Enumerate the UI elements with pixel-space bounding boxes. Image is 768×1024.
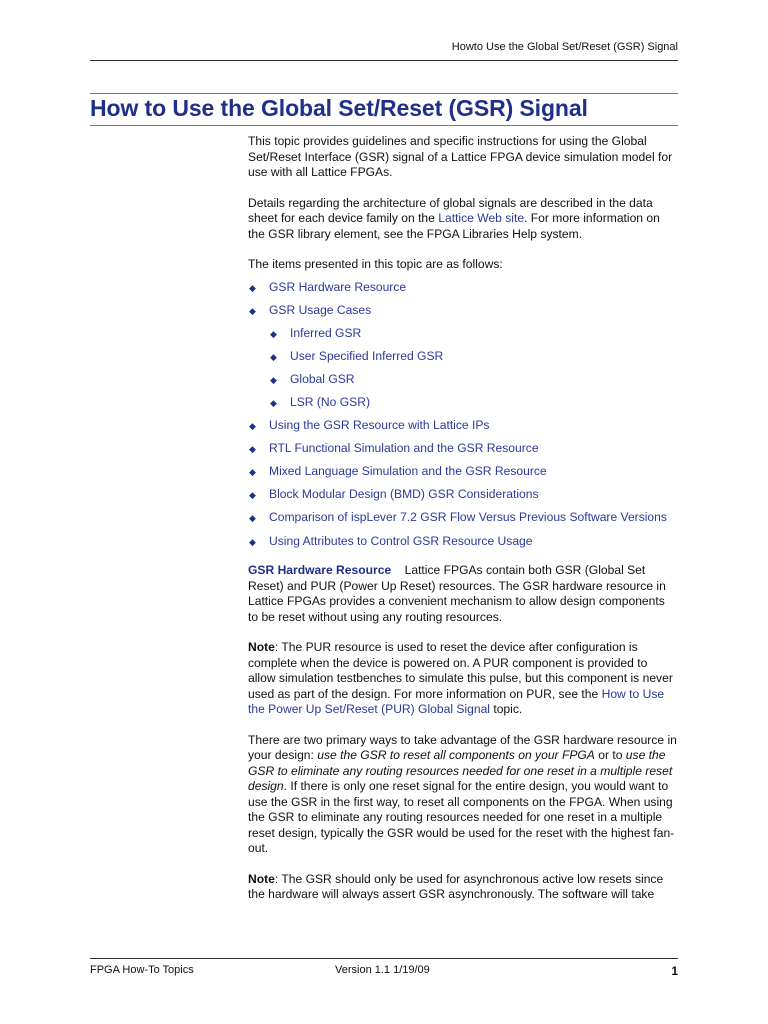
topic-item-list	[248, 280, 678, 550]
title-rule-top	[90, 93, 678, 94]
ways-text-2: or to	[594, 748, 626, 763]
diamond-bullet-icon: ◆	[270, 351, 277, 362]
ways-italic-1: use the GSR to reset all components on your FPGA	[317, 748, 595, 763]
hardware-text: Lattice FPGAs contain both GSR (Global Set Reset) and PUR (Power Up Reset) resources. The GSR hardware resource in Lattice FPGAs provides a convenient mechanism to allow design components to be reset without using any routing resources.	[248, 563, 666, 624]
ways-italic-2: use the GSR to eliminate any routing resources needed for one reset in a multiple reset design	[248, 748, 673, 794]
footer-rule	[90, 958, 678, 959]
item-link[interactable]: Block Modular Design (BMD) GSR Considerations	[269, 487, 539, 502]
item-link[interactable]: LSR (No GSR)	[290, 394, 370, 409]
diamond-bullet-icon: ◆	[270, 374, 277, 385]
item-link[interactable]: Using the GSR Resource with Lattice IPs	[269, 418, 490, 433]
details-paragraph	[248, 196, 678, 243]
page-number: 1	[671, 964, 678, 978]
note-text-after: topic.	[489, 702, 523, 717]
diamond-bullet-icon: ◆	[249, 536, 256, 547]
item-link[interactable]: Global GSR	[290, 371, 355, 386]
list-item[interactable]	[248, 280, 678, 296]
list-item[interactable]	[248, 464, 678, 480]
list-item[interactable]	[248, 441, 678, 457]
details-text-after: . For more information on the GSR library element, see the FPGA Libraries Help system.	[248, 211, 660, 241]
note-label: Note	[248, 640, 275, 655]
note-text: : The PUR resource is used to reset the device after configuration is complete when the device is powered on. A PUR component is provided to allow simulation testbenches to simulate this pulse, but this component is never used as part of the design. For more information on PUR, see the	[248, 640, 673, 701]
item-link[interactable]: User Specified Inferred GSR	[290, 348, 444, 363]
footer-version: Version 1.1 1/19/09	[335, 964, 430, 976]
item-link[interactable]: Mixed Language Simulation and the GSR Resource	[269, 464, 547, 479]
item-link[interactable]: Inferred GSR	[290, 325, 362, 340]
page-title: How to Use the Global Set/Reset (GSR) Signal	[90, 95, 588, 121]
item-link[interactable]: GSR Hardware Resource	[269, 279, 407, 294]
hardware-paragraph	[248, 563, 678, 625]
diamond-bullet-icon: ◆	[249, 513, 256, 524]
list-item[interactable]	[269, 395, 678, 411]
item-link[interactable]: RTL Functional Simulation and the GSR Resource	[269, 441, 539, 456]
diamond-bullet-icon: ◆	[249, 467, 256, 478]
list-item[interactable]	[248, 303, 678, 319]
pur-topic-link[interactable]: How to Use the Power Up Set/Reset (PUR) Global Signal	[248, 686, 665, 717]
item-link[interactable]: Comparison of ispLever 7.2 GSR Flow Versus Previous Software Versions	[269, 510, 667, 525]
diamond-bullet-icon: ◆	[270, 328, 277, 339]
list-item[interactable]	[248, 418, 678, 434]
running-header: Howto Use the Global Set/Reset (GSR) Signal	[451, 41, 678, 53]
diamond-bullet-icon: ◆	[249, 490, 256, 501]
header-rule	[90, 60, 678, 61]
hardware-heading: GSR Hardware Resource	[248, 563, 392, 578]
diamond-bullet-icon: ◆	[249, 305, 256, 316]
note-pur-paragraph	[248, 640, 678, 718]
title-rule-bottom	[90, 125, 678, 126]
item-link[interactable]: GSR Usage Cases	[269, 302, 372, 317]
note-label: Note	[248, 871, 275, 886]
list-item[interactable]	[248, 487, 678, 503]
diamond-bullet-icon: ◆	[270, 397, 277, 408]
diamond-bullet-icon: ◆	[249, 421, 256, 432]
note-gsr-paragraph	[248, 872, 678, 903]
intro-paragraph: This topic provides guidelines and specific instructions for using the Global Set/Reset Interface (GSR) signal of a Lattice FPGA device simulation model for use with all Lattice FPGAs.	[248, 134, 673, 179]
lattice-web-site-link[interactable]: Lattice Web site	[438, 211, 525, 225]
items-intro: The items presented in this topic are as follows:	[248, 257, 503, 271]
list-item[interactable]	[248, 510, 678, 526]
diamond-bullet-icon: ◆	[249, 282, 256, 293]
item-link[interactable]: Using Attributes to Control GSR Resource Usage	[269, 533, 533, 548]
list-item[interactable]	[269, 349, 678, 365]
diamond-bullet-icon: ◆	[249, 444, 256, 455]
footer-doc-title: FPGA How-To Topics	[90, 964, 194, 976]
usage-ways-paragraph	[248, 733, 678, 857]
ways-text-3: . If there is only one reset signal for the entire design, you would want to use the GSR in the first way, to reset all components on the FPGA. When using the GSR to eliminate any routing resources needed for one reset in a multiple reset design, typically the GSR would be used for the reset with the highest fan-out.	[248, 779, 675, 856]
ways-text-1: There are two primary ways to take advantage of the GSR hardware resource in your design:	[248, 732, 677, 763]
list-item[interactable]	[269, 372, 678, 388]
list-item[interactable]	[248, 534, 678, 550]
note-text: : The GSR should only be used for asynchronous active low resets since the hardware will always assert GSR asynchronously. The software will take	[248, 871, 664, 902]
details-text-before: Details regarding the architecture of global signals are described in the data sheet for each device family on the	[248, 195, 653, 225]
document-body	[248, 134, 678, 918]
list-item[interactable]	[269, 326, 678, 342]
